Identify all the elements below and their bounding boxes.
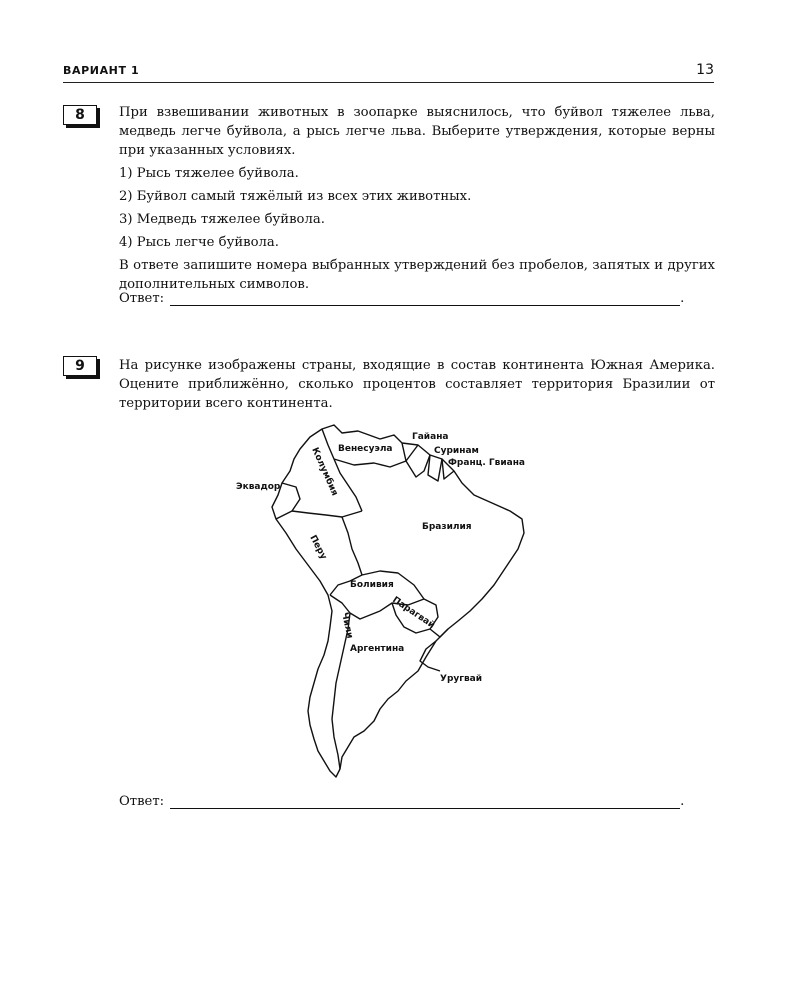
- label-colombia: Колумбия: [309, 446, 340, 498]
- question-9-answer[interactable]: [119, 794, 684, 809]
- answer-label: Ответ:: [119, 794, 165, 809]
- question-9-number: 9: [63, 356, 97, 376]
- label-suriname: Суринам: [434, 446, 479, 456]
- border-bolivia-chile: [330, 595, 380, 619]
- label-chile: Чили: [339, 611, 355, 640]
- question-8-option-3: 3) Медведь тяжелее буйвола.: [119, 212, 325, 227]
- question-9-text: [119, 356, 715, 413]
- question-8-number: 8: [63, 105, 97, 125]
- label-paraguay: Парагвай: [390, 595, 437, 631]
- border-peru-brazil: [342, 517, 362, 575]
- question-8-answer[interactable]: [119, 291, 684, 306]
- south-america-map: [230, 415, 530, 785]
- answer-line[interactable]: [170, 796, 680, 809]
- label-uruguay: Уругвай: [440, 674, 483, 684]
- page-number: 13: [696, 62, 714, 78]
- border-peru-colombia: [292, 511, 362, 517]
- label-french-guiana: Франц. Гвиана: [448, 458, 525, 468]
- question-8-option-1: 1) Рысь тяжелее буйвола.: [119, 166, 299, 181]
- answer-end: .: [680, 794, 685, 809]
- border-uruguay: [420, 641, 440, 671]
- border-argentina-brazil: [430, 629, 448, 637]
- question-8-text: [119, 103, 715, 294]
- answer-label: Ответ:: [119, 291, 165, 306]
- label-ecuador: Эквадор: [236, 482, 281, 492]
- answer-end: .: [680, 291, 685, 306]
- question-8-intro: При взвешивании животных в зоопарке выяснилось, что буйвол тяжелее льва, медведь легче буйвола, а рысь легче льва. Выберите утверждения, которые верны при указанных условиях.: [119, 105, 715, 158]
- question-9-body: На рисунке изображены страны, входящие в состав континента Южная Америка. Оцените приближённо, сколько процентов составляет территория Бразилии от территории всего континента.: [119, 358, 715, 411]
- answer-line[interactable]: [170, 293, 680, 306]
- question-8-option-2: 2) Буйвол самый тяжёлый из всех этих животных.: [119, 189, 472, 204]
- label-peru: Перу: [307, 533, 329, 562]
- question-8-instruction: В ответе запишите номера выбранных утверждений без пробелов, запятых и других дополнительных символов.: [119, 258, 715, 292]
- header-divider: [63, 82, 714, 83]
- label-brazil: Бразилия: [422, 522, 472, 532]
- label-argentina: Аргентина: [350, 644, 405, 654]
- question-8-option-4: 4) Рысь легче буйвола.: [119, 235, 279, 250]
- label-venezuela: Венесуэла: [338, 444, 393, 454]
- label-guyana: Гайана: [412, 432, 449, 442]
- label-bolivia: Боливия: [350, 580, 394, 590]
- variant-label: ВАРИАНТ 1: [63, 64, 140, 77]
